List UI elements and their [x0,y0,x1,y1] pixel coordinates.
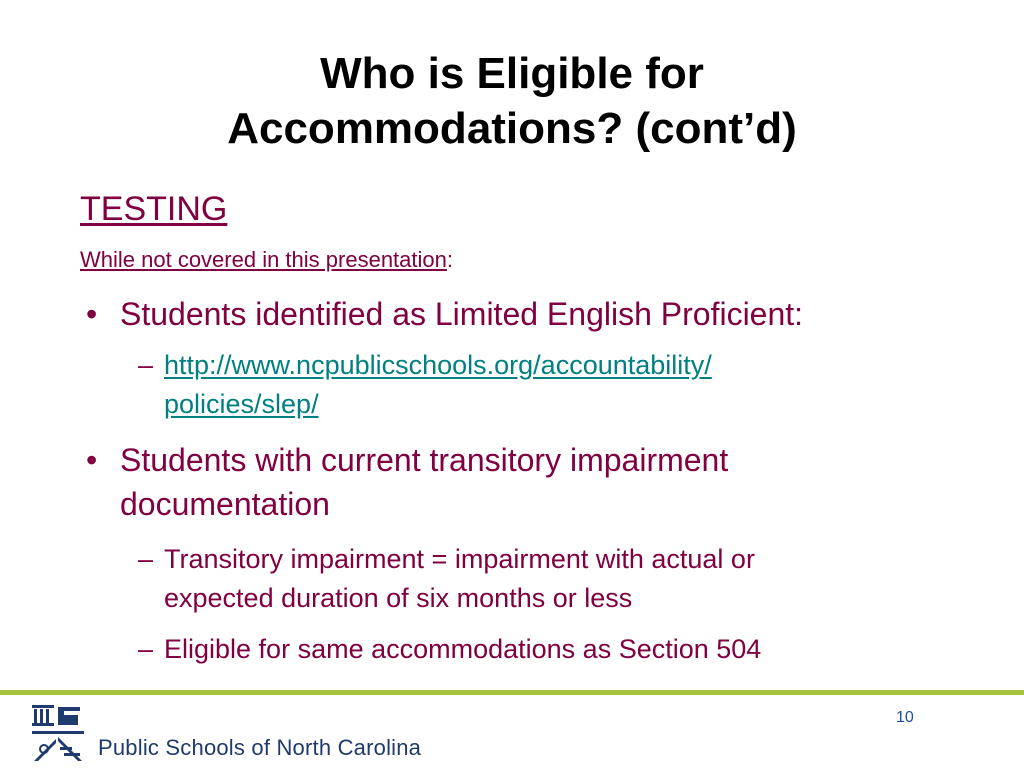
dash-marker: – [138,544,154,574]
dash-marker: – [138,634,154,664]
section-heading: TESTING [80,190,228,228]
bullet-item-transitory [86,438,986,526]
subitem-transitory-definition [138,540,958,618]
slide-title [0,46,1024,156]
slide-title-line-1: Who is Eligible for [320,49,704,98]
subitem-text [164,540,954,618]
subheading [80,246,453,274]
bullet-text-line-1: Students with current transitory impairment [120,442,729,478]
slep-link-line-1[interactable]: http://www.ncpublicschools.org/accountability/ [164,350,712,380]
bullet-marker: • [86,442,98,478]
subheading-suffix: : [446,247,453,272]
subheading-text: While not covered in this presentation [80,247,447,272]
slide-title-line-2: Accommodations? (cont’d) [227,104,797,153]
subitem-line-2: expected duration of six months or less [164,583,633,613]
subitem-slep-link [138,346,958,424]
subitem-text: Eligible for same accommodations as Section 504 [164,634,762,664]
page-number: 10 [896,709,914,726]
bullet-text-line-2: documentation [120,486,330,522]
subitem-line-1: Transitory impairment = impairment with actual or [164,544,755,574]
nc-dpi-logo-icon [30,703,86,763]
bullet-text: Students identified as Limited English Proficient: [120,296,804,332]
subitem-section-504 [138,630,958,669]
slep-link-line-2[interactable]: policies/slep/ [164,389,319,419]
bullet-item-lep [86,292,986,336]
bullet-marker: • [86,296,98,332]
dash-marker: – [138,350,154,380]
subitem-text [164,346,954,424]
bullet-text [120,438,986,526]
organization-name: Public Schools of North Carolina [98,735,422,760]
footer-divider [0,690,1024,695]
